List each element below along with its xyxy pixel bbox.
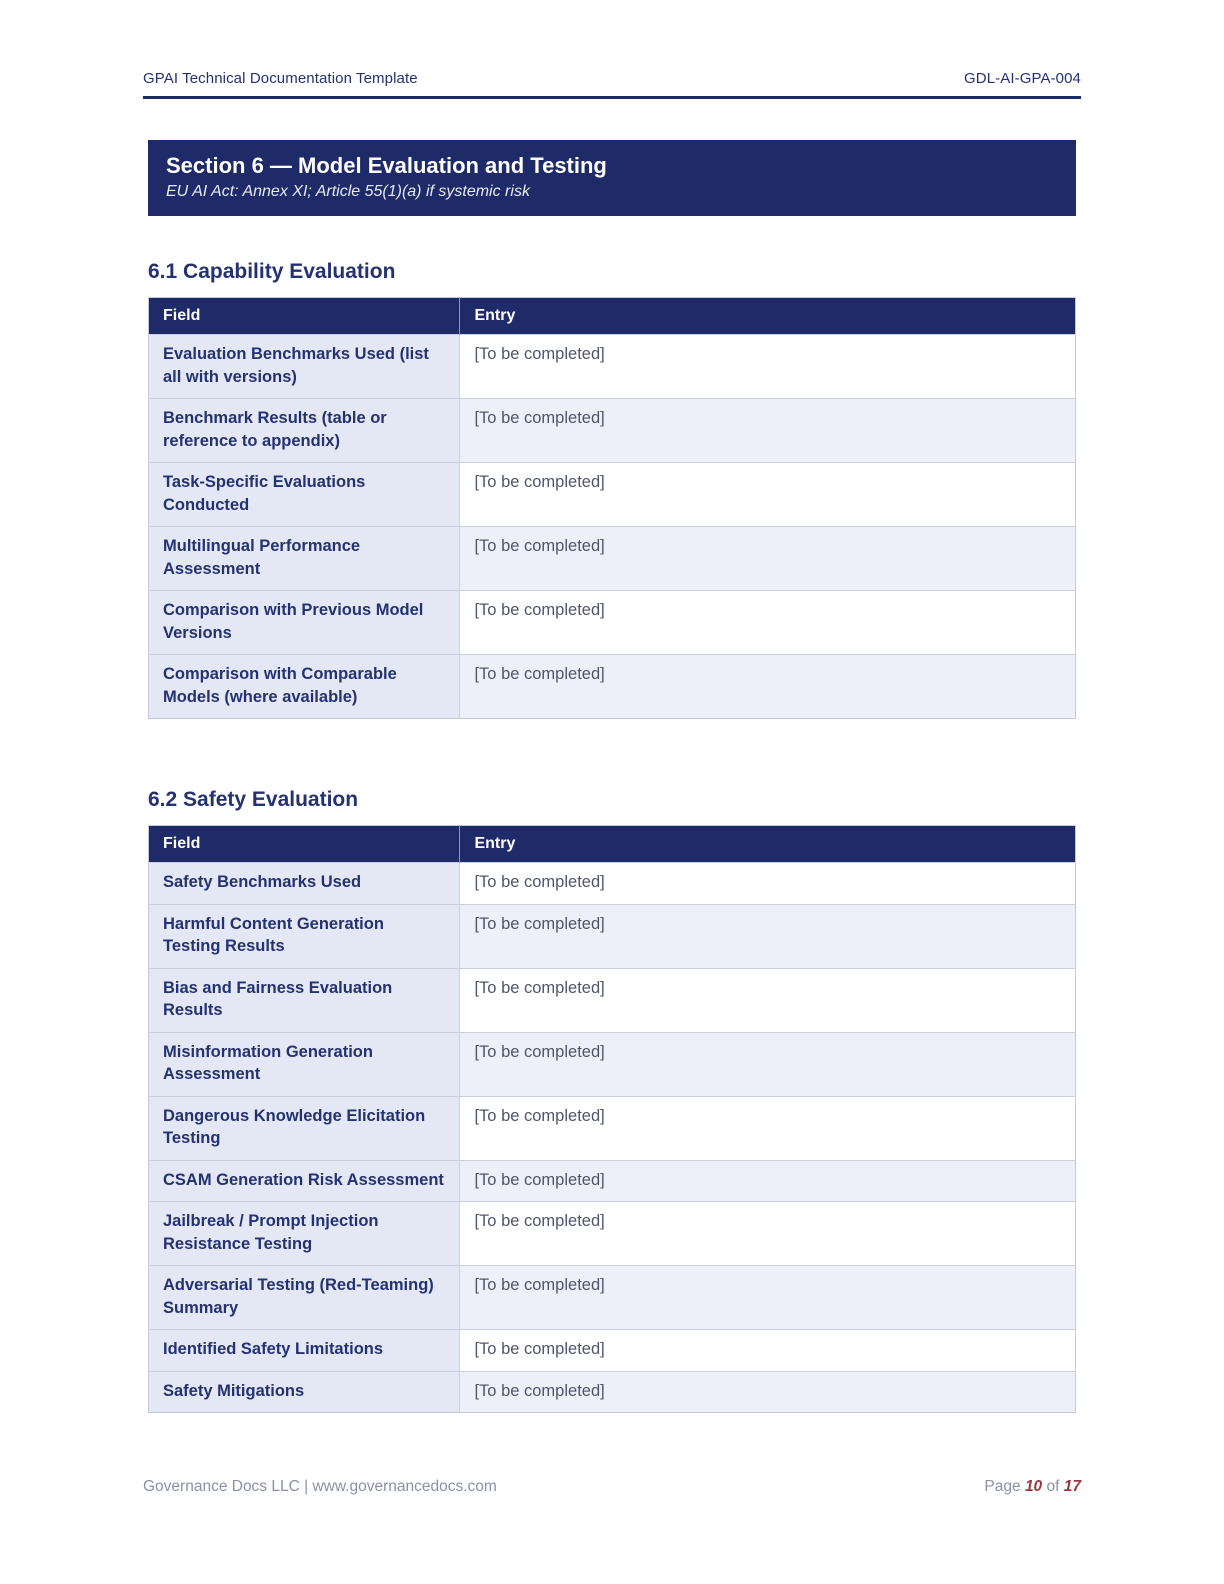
field-label: Adversarial Testing (Red-Teaming) Summary	[149, 1266, 460, 1330]
entry-value: [To be completed]	[460, 463, 1076, 527]
field-label: CSAM Generation Risk Assessment	[149, 1160, 460, 1202]
table-header-row	[149, 826, 1076, 863]
footer-of-label: of	[1046, 1478, 1060, 1495]
column-header-field: Field	[149, 298, 460, 335]
table-row	[149, 904, 1076, 968]
entry-value: [To be completed]	[460, 1371, 1076, 1413]
header-doc-code: GDL-AI-GPA-004	[964, 70, 1081, 87]
footer-company: Governance Docs LLC | www.governancedocs.com	[143, 1478, 497, 1495]
entry-value: [To be completed]	[460, 1096, 1076, 1160]
field-label: Comparison with Comparable Models (where available)	[149, 655, 460, 719]
field-label: Misinformation Generation Assessment	[149, 1032, 460, 1096]
table-row	[149, 1202, 1076, 1266]
footer-page-number: 10	[1024, 1478, 1043, 1495]
running-header	[143, 0, 1081, 99]
entry-value: [To be completed]	[460, 968, 1076, 1032]
entry-value: [To be completed]	[460, 655, 1076, 719]
field-label: Comparison with Previous Model Versions	[149, 591, 460, 655]
subsection-heading-6-1: 6.1 Capability Evaluation	[148, 260, 396, 283]
table-row	[149, 335, 1076, 399]
entry-value: [To be completed]	[460, 1266, 1076, 1330]
footer-page-indicator	[984, 1478, 1081, 1496]
field-label: Bias and Fairness Evaluation Results	[149, 968, 460, 1032]
footer-page-total: 17	[1063, 1478, 1081, 1495]
field-label: Multilingual Performance Assessment	[149, 527, 460, 591]
footer-page-label: Page	[984, 1478, 1021, 1495]
entry-value: [To be completed]	[460, 1160, 1076, 1202]
table-row	[149, 399, 1076, 463]
column-header-entry: Entry	[460, 298, 1076, 335]
table-row	[149, 1032, 1076, 1096]
entry-value: [To be completed]	[460, 904, 1076, 968]
table-header-row	[149, 298, 1076, 335]
section-banner	[148, 140, 1076, 216]
field-label: Identified Safety Limitations	[149, 1330, 460, 1372]
header-document-title: GPAI Technical Documentation Template	[143, 70, 418, 87]
field-label: Safety Mitigations	[149, 1371, 460, 1413]
column-header-entry: Entry	[460, 826, 1076, 863]
entry-value: [To be completed]	[460, 1032, 1076, 1096]
section-banner-title: Section 6 — Model Evaluation and Testing	[166, 153, 607, 178]
field-label: Benchmark Results (table or reference to appendix)	[149, 399, 460, 463]
entry-value: [To be completed]	[460, 527, 1076, 591]
table-row	[149, 591, 1076, 655]
field-label: Jailbreak / Prompt Injection Resistance Testing	[149, 1202, 460, 1266]
entry-value: [To be completed]	[460, 335, 1076, 399]
table-row	[149, 1371, 1076, 1413]
field-label: Harmful Content Generation Testing Results	[149, 904, 460, 968]
safety-evaluation-table	[148, 825, 1076, 1413]
entry-value: [To be completed]	[460, 591, 1076, 655]
running-footer	[143, 1478, 1081, 1496]
entry-value: [To be completed]	[460, 1330, 1076, 1372]
entry-value: [To be completed]	[460, 1202, 1076, 1266]
field-label: Evaluation Benchmarks Used (list all with versions)	[149, 335, 460, 399]
subsection-heading-6-2: 6.2 Safety Evaluation	[148, 788, 359, 811]
entry-value: [To be completed]	[460, 863, 1076, 905]
table-row	[149, 968, 1076, 1032]
table-row	[149, 527, 1076, 591]
section-banner-subtitle: EU AI Act: Annex XI; Article 55(1)(a) if systemic risk	[166, 183, 530, 200]
table-row	[149, 655, 1076, 719]
entry-value: [To be completed]	[460, 399, 1076, 463]
field-label: Task-Specific Evaluations Conducted	[149, 463, 460, 527]
field-label: Safety Benchmarks Used	[149, 863, 460, 905]
table-row	[149, 1096, 1076, 1160]
capability-evaluation-table	[148, 297, 1076, 719]
table-row	[149, 1160, 1076, 1202]
table-row	[149, 463, 1076, 527]
field-label: Dangerous Knowledge Elicitation Testing	[149, 1096, 460, 1160]
column-header-field: Field	[149, 826, 460, 863]
table-row	[149, 1266, 1076, 1330]
table-row	[149, 1330, 1076, 1372]
table-row	[149, 863, 1076, 905]
